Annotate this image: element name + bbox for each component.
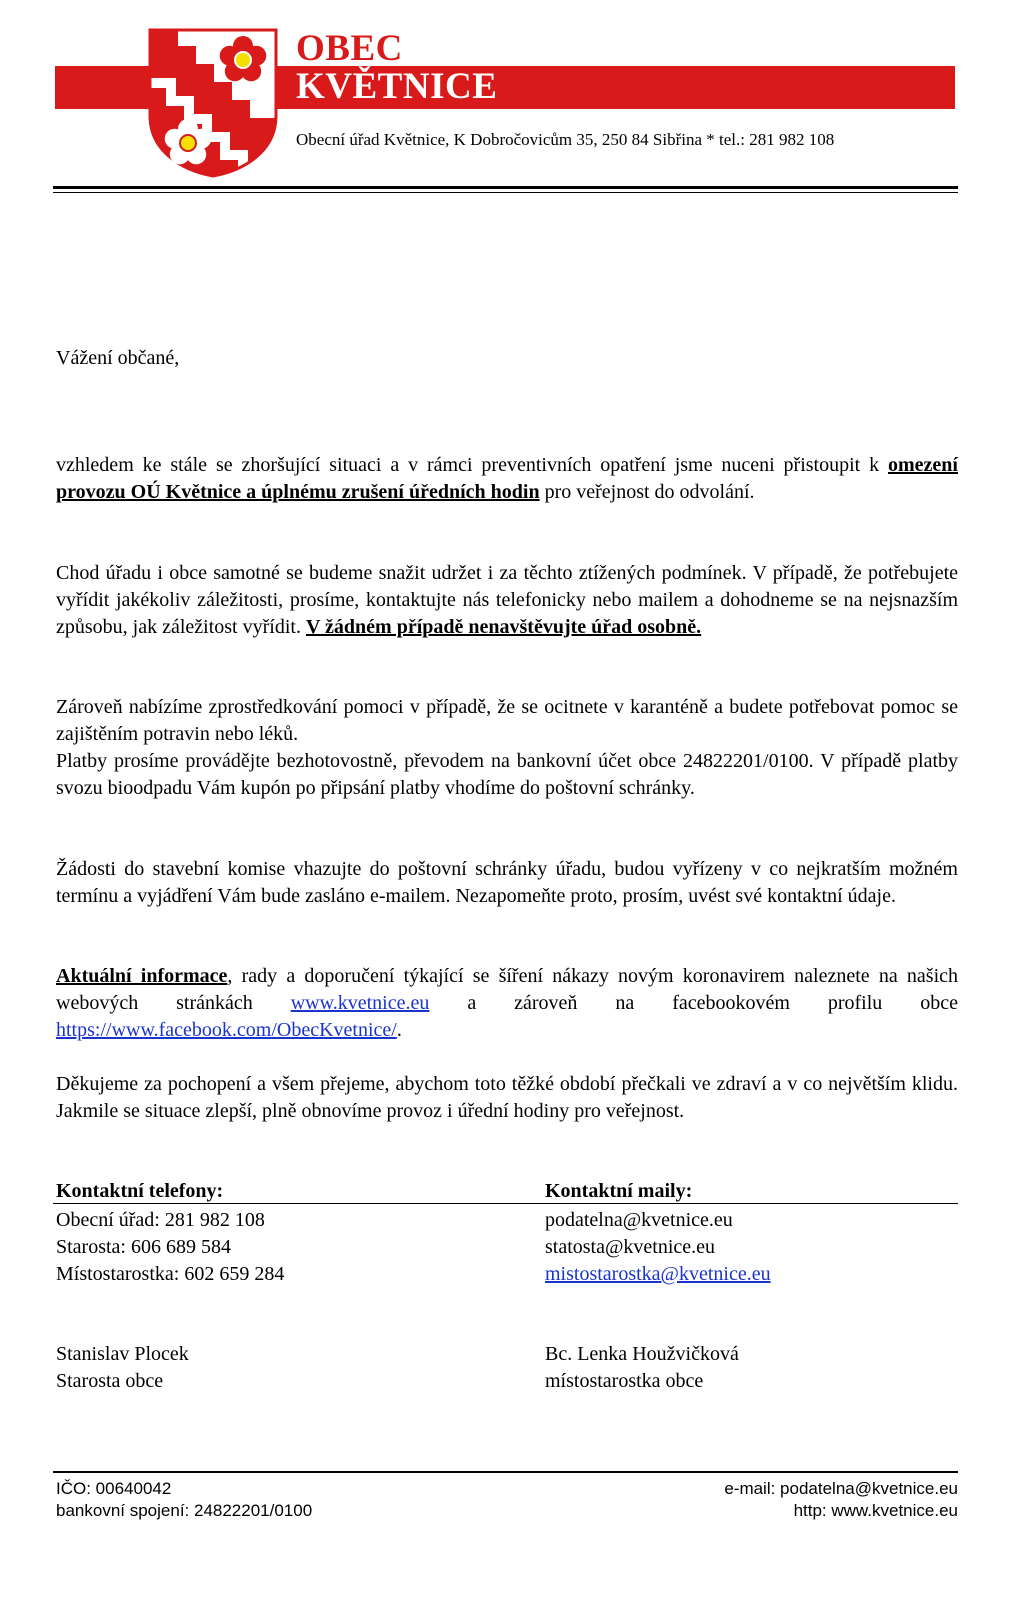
letterhead [0, 0, 1015, 200]
p1-emphasis: omezení provozu OÚ Květnice a úplnému zrušení úředních hodin [56, 454, 958, 503]
contact-phones [56, 1178, 284, 1288]
deputy-mayor-name: Bc. Lenka Houžvičková [545, 1343, 739, 1365]
office-address: Obecní úřad Květnice, K Dobročovicům 35, 250 84 Sibřina * tel.: 281 982 108 [296, 130, 835, 149]
phone-mayor: Starosta: 606 689 584 [56, 1236, 231, 1258]
phone-deputy-mayor: Místostarostka: 602 659 284 [56, 1263, 285, 1285]
mail-office: podatelna@kvetnice.eu [545, 1209, 733, 1231]
paragraph-current-information [56, 963, 958, 1044]
footer-bank: bankovní spojení: 24822201/0100 [56, 1501, 313, 1520]
phones-heading: Kontaktní telefony: [56, 1180, 224, 1202]
paragraph-thanks: Děkujeme za pochopení a všem přejeme, abychom toto těžké období přečkali ve zdraví a v co největším klidu. Jakmile se situace zlepší, plně obnovíme provoz i úřední hodiny pro veřejnost. [56, 1073, 958, 1122]
mail-deputy-mayor-link[interactable]: mistostarostka@kvetnice.eu [545, 1263, 771, 1285]
contacts-rule [53, 1203, 958, 1204]
p5-text-1: , rady a doporučení týkající se šíření nákazy novým koronavirem naleznete na našich webových stránkách [56, 965, 959, 1014]
p5-text-3: . [396, 1019, 402, 1041]
p1-text-after: pro veřejnost do odvolání. [539, 481, 755, 503]
mayor-name: Stanislav Plocek [56, 1343, 189, 1365]
p3-help-text: Zároveň nabízíme zprostředkování pomoci v případě, že se ocitnete v karanténě a budete potřebovat pomoc se zajištěním potravin nebo léků. [56, 696, 958, 745]
p5-emphasis: Aktuální informace [56, 965, 228, 987]
footer-left [56, 1478, 312, 1522]
paragraph-office-restriction [56, 452, 958, 506]
p5-text-2: a zároveň na facebookovém profilu obce [429, 992, 958, 1014]
header-rule-thin [53, 192, 958, 193]
p3-payment-text: Platby prosíme provádějte bezhotovostně, převodem na bankovní účet obce 24822201/0100. V případě platby svozu bioodpadu Vám kupón po připsání platby vhodíme do poštovní schránky. [56, 750, 958, 799]
facebook-link[interactable]: https://www.facebook.com/ObecKvetnice/ [56, 1019, 397, 1041]
greeting: Vážení občané, [56, 347, 180, 369]
contact-mails [545, 1178, 771, 1288]
municipal-crest-icon [148, 28, 278, 178]
website-link[interactable]: www.kvetnice.eu [290, 992, 430, 1014]
deputy-mayor-role: místostarostka obce [545, 1370, 704, 1392]
title-line-1: OBEC [296, 28, 403, 69]
p2-emphasis: V žádném případě nenavštěvujte úřad osobně. [305, 616, 702, 638]
title-line-2: KVĚTNICE [296, 66, 498, 107]
mayor-role: Starosta obce [56, 1370, 164, 1392]
footer-ico: IČO: 00640042 [56, 1479, 172, 1498]
paragraph-help-and-payments [56, 694, 958, 802]
signature-mayor [56, 1341, 189, 1395]
header-rule [53, 186, 958, 189]
footer-right [724, 1478, 958, 1522]
mails-heading: Kontaktní maily: [545, 1180, 693, 1202]
footer-email: e-mail: podatelna@kvetnice.eu [724, 1479, 958, 1498]
paragraph-contact-remotely [56, 560, 958, 641]
paragraph-building-committee: Žádosti do stavební komise vhazujte do poštovní schránky úřadu, budou vyřízeny v co nejkratším možném termínu a vyjádření Vám bude zasláno e-mailem. Nezapomeňte proto, prosím, uvést své kontaktní údaje. [56, 858, 958, 907]
footer-rule [53, 1471, 958, 1473]
municipality-title [296, 30, 497, 106]
p2-text: Chod úřadu i obce samotné se budeme snažit udržet i za těchto ztížených podmínek. V případě, že potřebujete vyřídit jakékoliv záležitosti, prosíme, kontaktujte nás telefonicky nebo mailem a dohodneme se na nejsnazším způsobu, jak záležitost vyřídit. [56, 562, 958, 638]
p1-text-before: vzhledem ke stále se zhoršující situaci a v rámci preventivních opatření jsme nuceni přistoupit k [56, 454, 889, 476]
signature-deputy-mayor [545, 1341, 739, 1395]
footer-web: http: www.kvetnice.eu [793, 1501, 958, 1520]
phone-office: Obecní úřad: 281 982 108 [56, 1209, 265, 1231]
mail-mayor: statosta@kvetnice.eu [545, 1236, 716, 1258]
